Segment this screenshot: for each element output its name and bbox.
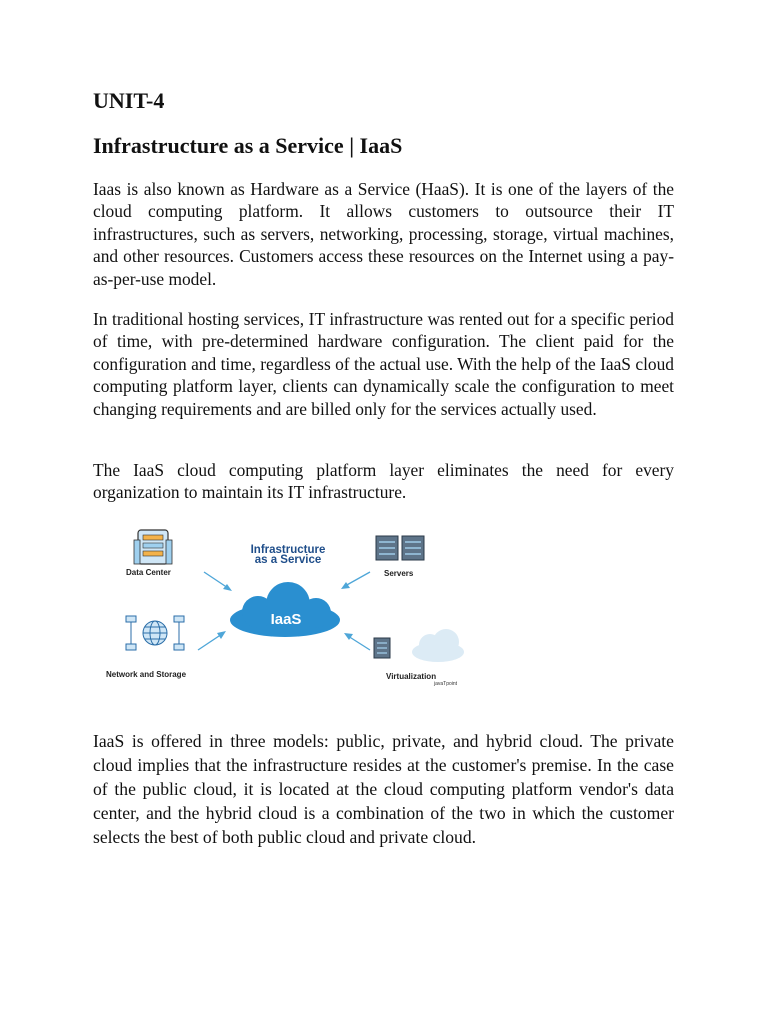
iaas-cloud-label: IaaS xyxy=(270,611,302,628)
cloud-icon xyxy=(230,582,340,637)
label-servers: Servers xyxy=(384,569,414,578)
label-virtualization: Virtualization xyxy=(386,672,437,681)
network-storage-icon xyxy=(126,616,184,650)
iaas-diagram xyxy=(100,520,480,690)
label-network-storage: Network and Storage xyxy=(106,670,187,679)
paragraph-three-models: IaaS is offered in three models: public, private, and hybrid cloud. The private cloud implies that the infrastructure resides at the customer's premise. In the case of the public cloud, it is located at the cloud computing platform vendor's data center, and the hybrid cloud is a combination of the two in which the customer selects the best of both public cloud and private cloud. xyxy=(93,731,674,847)
watermark: javaTpoint xyxy=(434,681,458,687)
unit-heading: UNIT-4 xyxy=(93,88,165,113)
diagram-title-line1: Infrastructure xyxy=(250,544,326,556)
paragraph-traditional-hosting: In traditional hosting services, IT infrastructure was rented out for a specific period of time, with pre-determined hardware configuration. The client paid for the configuration and time, regardless of the actual use. With the help of the IaaS cloud computing platform layer, clients can dynamically scale the configuration to meet changing requirements and are billed only for the services actually used. xyxy=(93,309,674,419)
data-center-icon xyxy=(134,530,172,564)
servers-icon xyxy=(376,536,424,560)
virtualization-icon xyxy=(374,629,464,662)
paragraph-eliminates-need: The IaaS cloud computing platform layer eliminates the need for every organization to maintain its IT infrastructure. xyxy=(93,460,674,503)
label-data-center: Data Center xyxy=(126,568,171,577)
paragraph-intro: Iaas is also known as Hardware as a Service (HaaS). It is one of the layers of the cloud computing platform. It allows customers to outsource their IT infrastructures, such as servers, networking, processing, storage, virtual machines, and other resources. Customers access these resources on the Internet using a pay-as-per-use model. xyxy=(93,179,674,289)
page-title: Infrastructure as a Service | IaaS xyxy=(93,133,403,158)
diagram-title-line2: as a Service xyxy=(254,554,322,566)
